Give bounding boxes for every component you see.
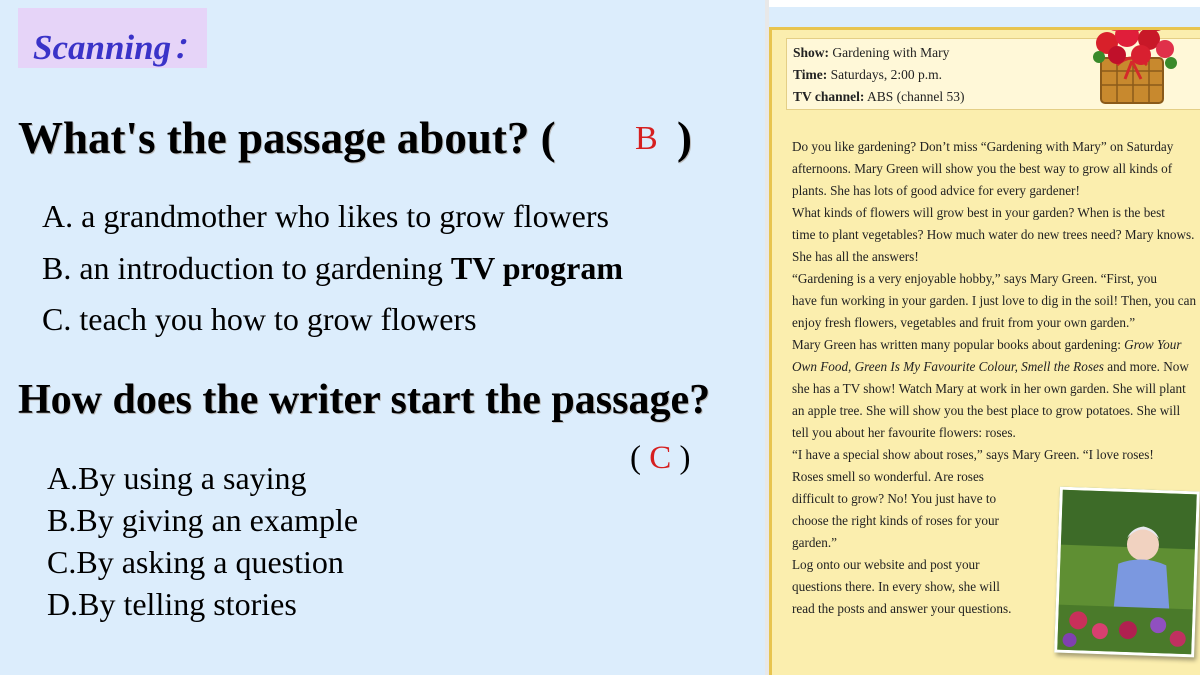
passage-paper bbox=[769, 27, 1200, 675]
passage-line: tell you about her favourite flowers: roses. bbox=[792, 425, 1016, 440]
passage-line: have fun working in your garden. I just love to dig in the soil! Then, you can bbox=[792, 293, 1197, 308]
show-line: Show: Gardening with Mary bbox=[793, 45, 950, 60]
gardener-photo bbox=[1054, 487, 1200, 658]
q1-option-b: B. an introduction to gardening TV program bbox=[42, 250, 623, 286]
q1-option-c: C. teach you how to grow flowers bbox=[42, 301, 477, 337]
scanning-label: Scanning： bbox=[33, 28, 207, 67]
scanning-tag bbox=[18, 8, 207, 68]
passage-line: She has all the answers! bbox=[792, 249, 919, 264]
passage-line: plants. She has lots of good advice for every gardener! bbox=[792, 183, 1080, 198]
passage-line: read the posts and answer your questions. bbox=[792, 601, 1012, 616]
passage-line: Do you like gardening? Don’t miss “Gardening with Mary” on Saturday bbox=[792, 139, 1174, 154]
channel-line: TV channel: ABS (channel 53) bbox=[793, 89, 965, 104]
passage-line: difficult to grow? No! You just have to bbox=[792, 491, 997, 506]
time-line: Time: Saturdays, 2:00 p.m. bbox=[793, 67, 942, 82]
q2-option-c: C.By asking a question bbox=[47, 544, 344, 580]
passage-line: garden.” bbox=[792, 535, 838, 550]
gardener-photo-image bbox=[1057, 490, 1197, 655]
passage-line: enjoy fresh flowers, vegetables and fruit from your own garden.” bbox=[792, 315, 1136, 330]
passage-line: Mary Green has written many popular books about gardening: Grow Your bbox=[792, 337, 1182, 352]
passage-line: Own Food, Green Is My Favourite Colour, Smell the Roses and more. Now bbox=[792, 359, 1189, 374]
q2-option-d: D.By telling stories bbox=[47, 586, 297, 622]
question-1-close-paren: ) bbox=[677, 113, 692, 163]
question-2-answer: ( C ) bbox=[630, 440, 691, 476]
passage-line: questions there. In every show, she will bbox=[792, 579, 1000, 594]
passage-line: “I have a special show about roses,” says Mary Green. “I love roses! bbox=[792, 447, 1154, 462]
passage-panel bbox=[769, 0, 1200, 675]
top-strip bbox=[769, 0, 1200, 7]
question-1: What's the passage about? ( bbox=[18, 113, 556, 163]
passage-line: afternoons. Mary Green will show you the best way to grow all kinds of bbox=[792, 161, 1173, 176]
passage-line: time to plant vegetables? How much water do new trees need? Mary knows. bbox=[792, 227, 1195, 242]
q2-option-a: A.By using a saying bbox=[47, 460, 307, 496]
passage-line: she has a TV show! Watch Mary at work in her own garden. She will plant bbox=[792, 381, 1186, 396]
q2-option-b: B.By giving an example bbox=[47, 502, 359, 538]
passage-line: Roses smell so wonderful. Are roses bbox=[792, 469, 984, 484]
passage-line: What kinds of flowers will grow best in your garden? When is the best bbox=[792, 205, 1165, 220]
passage-line: Log onto our website and post your bbox=[792, 557, 980, 572]
question-2: How does the writer start the passage? bbox=[18, 377, 711, 423]
passage-line: an apple tree. She will show you the best place to grow potatoes. She will bbox=[792, 403, 1181, 418]
flower-basket-icon bbox=[1087, 27, 1177, 113]
passage-line: choose the right kinds of roses for your bbox=[792, 513, 999, 528]
passage-line: “Gardening is a very enjoyable hobby,” says Mary Green. “First, you bbox=[792, 271, 1157, 286]
q1-option-a: A. a grandmother who likes to grow flowers bbox=[42, 198, 609, 234]
question-1-answer: B bbox=[635, 120, 658, 157]
